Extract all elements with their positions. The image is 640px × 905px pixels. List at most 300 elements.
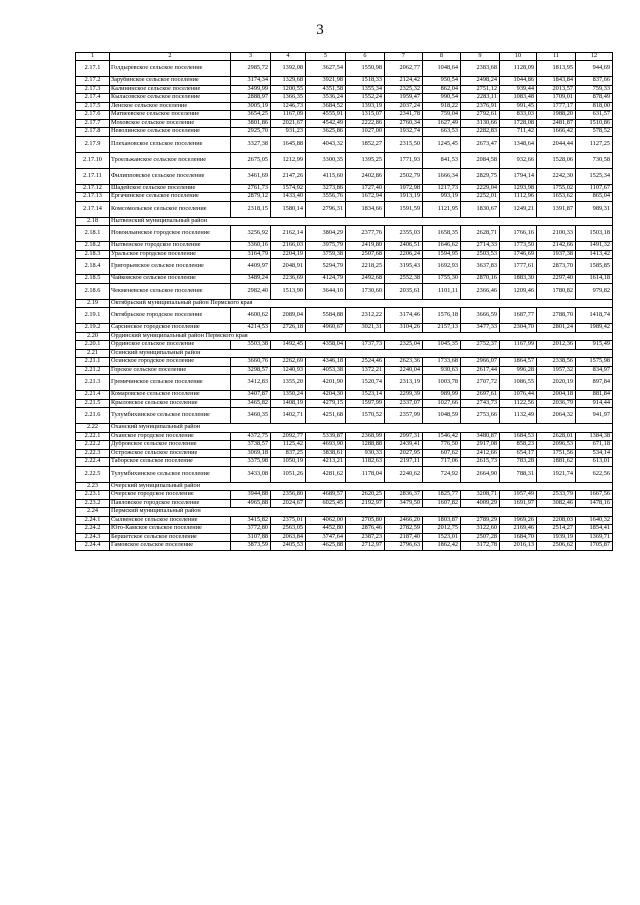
- value-cell: 2021,67: [271, 119, 306, 128]
- value-cell: 1607,82: [423, 499, 461, 508]
- table-row: [76, 102, 613, 111]
- value-cell: 2240,62: [385, 466, 423, 482]
- value-cell: 1666,42: [537, 128, 576, 137]
- value-cell: 3660,76: [231, 358, 271, 367]
- value-cell: 4960,67: [306, 324, 346, 333]
- value-cell: 2229,04: [461, 184, 500, 193]
- value-cell: 2402,86: [346, 168, 385, 184]
- tariff-table: [75, 52, 613, 551]
- table-row: [76, 259, 613, 275]
- value-cell: 3556,76: [306, 193, 346, 202]
- row-code: 2.17.12: [76, 184, 110, 193]
- value-cell: 1048,64: [423, 61, 461, 77]
- value-cell: 711,42: [500, 128, 537, 137]
- column-number: 10: [500, 53, 537, 61]
- value-cell: 1366,35: [271, 94, 306, 103]
- value-cell: 1709,01: [537, 94, 576, 103]
- value-cell: 2752,37: [461, 341, 500, 350]
- column-number: 11: [537, 53, 576, 61]
- value-cell: 1546,42: [423, 432, 461, 441]
- table-row: [76, 375, 613, 391]
- value-cell: 3122,60: [461, 525, 500, 534]
- section-row: [76, 424, 613, 433]
- value-cell: 4053,38: [306, 366, 346, 375]
- value-cell: 4043,32: [306, 136, 346, 152]
- value-cell: 4213,21: [306, 458, 346, 467]
- value-cell: 1086,55: [500, 375, 537, 391]
- value-cell: 4965,88: [231, 499, 271, 508]
- value-cell: 1348,64: [500, 136, 537, 152]
- value-cell: 2675,05: [231, 152, 271, 168]
- value-cell: 1843,84: [537, 77, 576, 86]
- value-cell: 2623,36: [385, 358, 423, 367]
- value-cell: 3407,87: [231, 391, 271, 400]
- value-cell: 4214,53: [231, 324, 271, 333]
- value-cell: 2502,79: [385, 168, 423, 184]
- section-code: 2.22: [76, 424, 110, 433]
- value-cell: 3838,61: [306, 449, 346, 458]
- value-cell: 3637,83: [461, 259, 500, 275]
- value-cell: 3195,43: [385, 259, 423, 275]
- table-row: [76, 458, 613, 467]
- value-cell: 2375,01: [271, 516, 306, 525]
- value-cell: 2064,32: [537, 408, 576, 424]
- value-cell: 2383,68: [461, 61, 500, 77]
- value-cell: 1212,99: [271, 152, 306, 168]
- value-cell: 2533,79: [537, 491, 576, 500]
- settlement-name: Гремячинское сельское поселение: [110, 375, 231, 391]
- value-cell: 914,44: [576, 399, 613, 408]
- value-cell: 1246,73: [271, 102, 306, 111]
- row-code: 2.18.1: [76, 226, 110, 242]
- value-cell: 2406,51: [385, 242, 423, 251]
- value-cell: 1433,40: [271, 193, 306, 202]
- value-cell: 1737,73: [346, 341, 385, 350]
- value-cell: 931,23: [271, 128, 306, 137]
- value-cell: 1128,09: [500, 61, 537, 77]
- value-cell: 1122,56: [500, 399, 537, 408]
- value-cell: 3107,88: [231, 533, 271, 542]
- value-cell: 5294,79: [306, 259, 346, 275]
- value-cell: 2387,23: [346, 533, 385, 542]
- value-cell: 1864,57: [500, 358, 537, 367]
- value-cell: 788,31: [500, 466, 537, 482]
- row-code: 2.18.6: [76, 283, 110, 299]
- value-cell: 4281,62: [306, 466, 346, 482]
- settlement-name: Нытвенское городское поселение: [110, 242, 231, 251]
- value-cell: 2760,34: [385, 119, 423, 128]
- value-cell: 3804,29: [306, 226, 346, 242]
- value-cell: 3625,86: [306, 128, 346, 137]
- value-cell: 759,04: [423, 111, 461, 120]
- value-cell: 1780,82: [537, 283, 576, 299]
- value-cell: 1178,04: [346, 466, 385, 482]
- value-cell: 1640,32: [576, 516, 613, 525]
- value-cell: 631,57: [576, 111, 613, 120]
- value-cell: 1513,90: [271, 283, 306, 299]
- section-row: [76, 349, 613, 358]
- row-code: 2.24.1: [76, 516, 110, 525]
- value-cell: 1167,99: [500, 341, 537, 350]
- row-code: 2.20.1: [76, 341, 110, 350]
- value-cell: 2377,76: [346, 226, 385, 242]
- table-row: [76, 525, 613, 534]
- value-cell: 607,62: [423, 449, 461, 458]
- value-cell: 1921,74: [537, 466, 576, 482]
- table-row: [76, 193, 613, 202]
- value-cell: 3021,31: [346, 324, 385, 333]
- settlement-name: Плехановское сельское поселение: [110, 136, 231, 152]
- settlement-name: Голдыревское сельское поселение: [110, 61, 231, 77]
- row-code: 2.18.4: [76, 259, 110, 275]
- column-number: 12: [576, 53, 613, 61]
- value-cell: 932,66: [500, 152, 537, 168]
- value-cell: 2873,70: [537, 259, 576, 275]
- settlement-name: Дубровское сельское поселение: [110, 441, 231, 450]
- row-code: 2.17.3: [76, 85, 110, 94]
- value-cell: 1523,14: [346, 391, 385, 400]
- column-number: 8: [423, 53, 461, 61]
- value-cell: 3069,18: [231, 449, 271, 458]
- settlement-name: Острожское сельское поселение: [110, 449, 231, 458]
- column-number: 6: [346, 53, 385, 61]
- column-number: 2: [110, 53, 231, 61]
- section-code: 2.20: [76, 332, 110, 341]
- value-cell: 1045,35: [423, 341, 461, 350]
- value-cell: 2240,04: [385, 366, 423, 375]
- value-cell: 1580,14: [271, 201, 306, 217]
- value-cell: 1478,16: [576, 499, 613, 508]
- settlement-name: Павловское городское поселение: [110, 499, 231, 508]
- value-cell: 2262,69: [271, 358, 306, 367]
- value-cell: 1369,71: [576, 533, 613, 542]
- value-cell: 3503,38: [231, 341, 271, 350]
- value-cell: 2166,03: [271, 242, 306, 251]
- row-code: 2.22.4: [76, 458, 110, 467]
- value-cell: 3759,38: [306, 250, 346, 259]
- value-cell: 2222,86: [346, 119, 385, 128]
- value-cell: 837,25: [271, 449, 306, 458]
- value-cell: 2879,12: [231, 193, 271, 202]
- value-cell: 950,54: [423, 77, 461, 86]
- value-cell: 3801,86: [231, 119, 271, 128]
- value-cell: 4625,88: [306, 542, 346, 551]
- table-row: [76, 324, 613, 333]
- value-cell: 862,04: [423, 85, 461, 94]
- table-row: [76, 242, 613, 251]
- settlement-name: Тулумбихинское сельское поселение: [110, 408, 231, 424]
- value-cell: 2297,40: [537, 275, 576, 284]
- settlement-name: Крыловское сельское поселение: [110, 399, 231, 408]
- value-cell: 2325,04: [385, 341, 423, 350]
- value-cell: 1518,33: [346, 77, 385, 86]
- row-code: 2.17.9: [76, 136, 110, 152]
- value-cell: 1803,87: [423, 516, 461, 525]
- value-cell: 2357,99: [385, 408, 423, 424]
- value-cell: 2412,66: [461, 449, 500, 458]
- value-cell: 3738,57: [231, 441, 271, 450]
- value-cell: 724,92: [423, 466, 461, 482]
- value-cell: 944,69: [576, 61, 613, 77]
- value-cell: 1076,44: [500, 391, 537, 400]
- value-cell: 1932,74: [385, 128, 423, 137]
- value-cell: 783,28: [500, 458, 537, 467]
- row-code: 2.17.8: [76, 128, 110, 137]
- section-row: [76, 299, 613, 308]
- settlement-name: Калининское сельское поселение: [110, 85, 231, 94]
- value-cell: 2617,44: [461, 366, 500, 375]
- table-row: [76, 168, 613, 184]
- row-code: 2.21.3: [76, 375, 110, 391]
- value-cell: 1646,62: [423, 242, 461, 251]
- value-cell: 3479,50: [385, 499, 423, 508]
- value-cell: 4542,49: [306, 119, 346, 128]
- row-code: 2.19.1: [76, 308, 110, 324]
- value-cell: 1217,73: [423, 184, 461, 193]
- value-cell: 4600,62: [231, 308, 271, 324]
- row-code: 2.17.10: [76, 152, 110, 168]
- value-cell: 4201,90: [306, 375, 346, 391]
- value-cell: 1209,46: [500, 283, 537, 299]
- value-cell: 2726,18: [271, 324, 306, 333]
- value-cell: 1972,98: [385, 184, 423, 193]
- value-cell: 2204,19: [271, 250, 306, 259]
- value-cell: 4124,79: [306, 275, 346, 284]
- row-code: 2.21.4: [76, 391, 110, 400]
- value-cell: 3536,24: [306, 94, 346, 103]
- settlement-name: Ергачинское сельское поселение: [110, 193, 231, 202]
- value-cell: 2615,73: [461, 458, 500, 467]
- value-cell: 3921,98: [306, 77, 346, 86]
- settlement-name: Чайковское сельское поселение: [110, 275, 231, 284]
- value-cell: 3375,98: [231, 458, 271, 467]
- value-cell: 3208,71: [461, 491, 500, 500]
- value-cell: 2004,18: [537, 391, 576, 400]
- value-cell: 2405,53: [271, 542, 306, 551]
- row-code: 2.18.2: [76, 242, 110, 251]
- value-cell: 4346,18: [306, 358, 346, 367]
- table-row: [76, 152, 613, 168]
- section-row: [76, 482, 613, 491]
- value-cell: 1418,74: [576, 308, 613, 324]
- value-cell: 2084,58: [461, 152, 500, 168]
- value-cell: 1355,34: [346, 85, 385, 94]
- value-cell: 6025,45: [306, 499, 346, 508]
- value-cell: 989,31: [576, 201, 613, 217]
- value-cell: 2498,24: [461, 77, 500, 86]
- value-cell: 993,19: [423, 193, 461, 202]
- row-code: 2.18.3: [76, 250, 110, 259]
- row-code: 2.17.5: [76, 102, 110, 111]
- row-code: 2.22.3: [76, 449, 110, 458]
- value-cell: 1653,62: [537, 193, 576, 202]
- value-cell: 2782,59: [385, 525, 423, 534]
- value-cell: 534,14: [576, 449, 613, 458]
- value-cell: 3104,26: [385, 324, 423, 333]
- value-cell: 2917,08: [461, 441, 500, 450]
- value-cell: 2985,72: [231, 61, 271, 77]
- row-code: 2.21.1: [76, 358, 110, 367]
- table-row: [76, 449, 613, 458]
- settlement-name: Моховское сельское поселение: [110, 119, 231, 128]
- section-code: 2.21: [76, 349, 110, 358]
- value-cell: 1825,77: [423, 491, 461, 500]
- value-cell: 2439,41: [385, 441, 423, 450]
- value-cell: 2503,53: [461, 250, 500, 259]
- table-row: [76, 491, 613, 500]
- value-cell: 2761,73: [231, 184, 271, 193]
- settlement-name: Таборское сельское поселение: [110, 458, 231, 467]
- value-cell: 2628,01: [537, 432, 576, 441]
- value-cell: 2242,30: [537, 168, 576, 184]
- value-cell: 1692,93: [423, 259, 461, 275]
- settlement-name: Комсомольское сельское поселение: [110, 201, 231, 217]
- value-cell: 1051,26: [271, 466, 306, 482]
- value-cell: 1393,19: [346, 102, 385, 111]
- value-cell: 3300,35: [306, 152, 346, 168]
- value-cell: 1125,42: [271, 441, 306, 450]
- value-cell: 2466,20: [385, 516, 423, 525]
- value-cell: 1594,95: [423, 250, 461, 259]
- value-cell: 2743,73: [461, 399, 500, 408]
- value-cell: 2016,13: [500, 542, 537, 551]
- value-cell: 837,66: [576, 77, 613, 86]
- value-cell: 3174,46: [385, 308, 423, 324]
- column-number-row: [76, 53, 613, 61]
- value-cell: 2796,31: [306, 201, 346, 217]
- value-cell: 1834,66: [346, 201, 385, 217]
- value-cell: 3174,34: [231, 77, 271, 86]
- value-cell: 3480,87: [461, 432, 500, 441]
- value-cell: 2037,24: [385, 102, 423, 111]
- table-row: [76, 466, 613, 482]
- value-cell: 1591,59: [385, 201, 423, 217]
- row-code: 2.17.7: [76, 119, 110, 128]
- table-row: [76, 399, 613, 408]
- value-cell: 3460,35: [231, 408, 271, 424]
- section-title: Оханский муниципальный район: [110, 424, 613, 433]
- value-cell: 1957,32: [537, 366, 576, 375]
- value-cell: 1939,19: [537, 533, 576, 542]
- value-cell: 2673,47: [461, 136, 500, 152]
- value-cell: 2507,28: [461, 533, 500, 542]
- table-row: [76, 391, 613, 400]
- value-cell: 1525,34: [576, 168, 613, 184]
- value-cell: 1528,06: [537, 152, 576, 168]
- value-cell: 4251,68: [306, 408, 346, 424]
- value-cell: 2020,19: [537, 375, 576, 391]
- value-cell: 776,50: [423, 441, 461, 450]
- row-code: 2.22.5: [76, 466, 110, 482]
- value-cell: 4693,90: [306, 441, 346, 450]
- value-cell: 2208,03: [537, 516, 576, 525]
- value-cell: 1645,88: [271, 136, 306, 152]
- value-cell: 2788,70: [537, 308, 576, 324]
- value-cell: 3684,52: [306, 102, 346, 111]
- section-code: 2.19: [76, 299, 110, 308]
- value-cell: 4279,15: [306, 399, 346, 408]
- value-cell: 1576,18: [423, 308, 461, 324]
- value-cell: 2492,68: [346, 275, 385, 284]
- value-cell: 1408,19: [271, 399, 306, 408]
- value-cell: 1550,98: [346, 61, 385, 77]
- value-cell: 939,44: [500, 85, 537, 94]
- value-cell: 833,03: [500, 111, 537, 120]
- value-cell: 3298,57: [231, 366, 271, 375]
- value-cell: 3256,92: [231, 226, 271, 242]
- value-cell: 3666,59: [461, 308, 500, 324]
- value-cell: 3273,86: [306, 184, 346, 193]
- value-cell: 1883,30: [500, 275, 537, 284]
- value-cell: 2124,42: [385, 77, 423, 86]
- value-cell: 3477,33: [461, 324, 500, 333]
- value-cell: 2192,97: [346, 499, 385, 508]
- settlement-name: Осинское городское поселение: [110, 358, 231, 367]
- section-code: 2.24: [76, 508, 110, 517]
- value-cell: 1570,52: [346, 408, 385, 424]
- row-code: 2.21.6: [76, 408, 110, 424]
- section-row: [76, 217, 613, 226]
- value-cell: 841,53: [423, 152, 461, 168]
- value-cell: 2870,16: [461, 275, 500, 284]
- value-cell: 1288,88: [346, 441, 385, 450]
- value-cell: 3005,19: [231, 102, 271, 111]
- value-cell: 1050,19: [271, 458, 306, 467]
- value-cell: 1957,49: [500, 491, 537, 500]
- value-cell: 1794,14: [500, 168, 537, 184]
- value-cell: 2312,22: [346, 308, 385, 324]
- value-cell: 2966,07: [461, 358, 500, 367]
- value-cell: 915,49: [576, 341, 613, 350]
- value-cell: 1083,48: [500, 94, 537, 103]
- value-cell: 2338,56: [537, 358, 576, 367]
- value-cell: 989,99: [423, 391, 461, 400]
- table-row: [76, 250, 613, 259]
- value-cell: 1127,25: [576, 136, 613, 152]
- value-cell: 1027,66: [423, 399, 461, 408]
- table-row: [76, 499, 613, 508]
- value-cell: 578,52: [576, 128, 613, 137]
- table-row: [76, 341, 613, 350]
- value-cell: 1672,94: [346, 193, 385, 202]
- value-cell: 834,97: [576, 366, 613, 375]
- value-cell: 2157,13: [423, 324, 461, 333]
- value-cell: 2997,31: [385, 432, 423, 441]
- value-cell: 897,84: [576, 375, 613, 391]
- value-cell: 1777,17: [537, 102, 576, 111]
- value-cell: 1684,53: [500, 432, 537, 441]
- settlement-name: Зарубинское сельское поселение: [110, 77, 231, 86]
- value-cell: 1132,49: [500, 408, 537, 424]
- value-cell: 2313,19: [385, 375, 423, 391]
- value-cell: 2318,15: [231, 201, 271, 217]
- value-cell: 2620,25: [346, 491, 385, 500]
- value-cell: 1510,86: [576, 119, 613, 128]
- value-cell: 1755,30: [423, 275, 461, 284]
- value-cell: 1691,97: [500, 499, 537, 508]
- value-cell: 2801,24: [537, 324, 576, 333]
- settlement-name: Очерское городское поселение: [110, 491, 231, 500]
- value-cell: 2325,32: [385, 85, 423, 94]
- value-cell: 3412,83: [231, 375, 271, 391]
- value-cell: 996,28: [500, 366, 537, 375]
- value-cell: 4409,97: [231, 259, 271, 275]
- value-cell: 3433,08: [231, 466, 271, 482]
- row-code: 2.23.2: [76, 499, 110, 508]
- value-cell: 1771,93: [385, 152, 423, 168]
- value-cell: 1003,78: [423, 375, 461, 391]
- value-cell: 1355,20: [271, 375, 306, 391]
